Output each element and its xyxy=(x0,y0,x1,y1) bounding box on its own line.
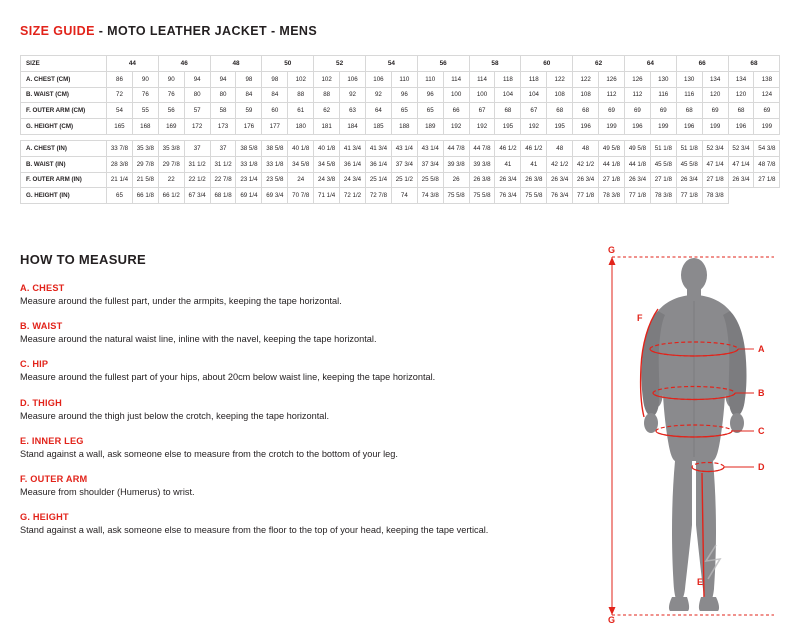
table-header-size-64: 64 xyxy=(624,56,676,72)
table-cell: 61 xyxy=(288,103,314,119)
table-cell: 68 xyxy=(728,103,754,119)
table-cell: 120 xyxy=(702,87,728,103)
table-cell: 55 xyxy=(132,103,158,119)
table-cell: 169 xyxy=(158,119,184,135)
table-cell: 106 xyxy=(365,71,391,87)
table-cell: 25 1/2 xyxy=(391,172,417,188)
table-cell: 54 3/8 xyxy=(754,140,780,156)
table-header-size-44: 44 xyxy=(107,56,159,72)
table-cell: 70 7/8 xyxy=(288,188,314,204)
table-cell: 39 3/8 xyxy=(443,156,469,172)
table-cell: 23 1/4 xyxy=(236,172,262,188)
table-cell: 122 xyxy=(547,71,573,87)
table-cell: 24 3/8 xyxy=(314,172,340,188)
table-cell: 69 3/4 xyxy=(262,188,288,204)
table-cell: 36 1/4 xyxy=(340,156,366,172)
howto-list xyxy=(20,283,585,551)
table-cell: 114 xyxy=(443,71,469,87)
measure-item xyxy=(20,436,585,460)
table-cell: 69 xyxy=(754,103,780,119)
table-cell: 102 xyxy=(288,71,314,87)
table-cell: 199 xyxy=(754,119,780,135)
table-header-row xyxy=(21,56,780,72)
table-cell: 195 xyxy=(547,119,573,135)
table-cell: 173 xyxy=(210,119,236,135)
table-row-label: F. OUTER ARM (CM) xyxy=(21,103,107,119)
table-cell: 176 xyxy=(236,119,262,135)
table-cell: 124 xyxy=(754,87,780,103)
table-cell: 66 1/8 xyxy=(132,188,158,204)
measure-item-key: A. CHEST xyxy=(20,283,65,293)
table-cell: 57 xyxy=(184,103,210,119)
table-cell: 130 xyxy=(676,71,702,87)
table-row-label: G. HEIGHT (IN) xyxy=(21,188,107,204)
table-cell: 67 3/4 xyxy=(184,188,210,204)
table-cell: 199 xyxy=(702,119,728,135)
table-cell: 45 5/8 xyxy=(676,156,702,172)
measure-item xyxy=(20,398,585,422)
page-title-product: MOTO LEATHER JACKET - MENS xyxy=(107,24,318,38)
table-cell: 44 1/8 xyxy=(599,156,625,172)
table-cell: 104 xyxy=(521,87,547,103)
table-cell: 78 3/8 xyxy=(650,188,676,204)
table-cell: 90 xyxy=(158,71,184,87)
table-cell: 43 1/4 xyxy=(417,140,443,156)
table-cell: 69 1/4 xyxy=(236,188,262,204)
page-title-separator: - xyxy=(94,24,108,38)
table-cell: 74 3/8 xyxy=(417,188,443,204)
table-cell: 67 xyxy=(469,103,495,119)
measure-item-key: D. THIGH xyxy=(20,397,62,408)
table-cell: 94 xyxy=(210,71,236,87)
table-cell: 112 xyxy=(624,87,650,103)
table-row xyxy=(21,103,780,119)
table-cell: 34 5/8 xyxy=(314,156,340,172)
table-cell: 26 3/4 xyxy=(573,172,599,188)
table-cell: 118 xyxy=(495,71,521,87)
table-cell: 199 xyxy=(599,119,625,135)
measurement-figure xyxy=(596,245,792,623)
size-table xyxy=(20,55,780,204)
table-cell: 96 xyxy=(417,87,443,103)
table-cell: 25 1/4 xyxy=(365,172,391,188)
table-cell: 172 xyxy=(184,119,210,135)
table-cell: 37 3/4 xyxy=(417,156,443,172)
table-cell: 78 3/8 xyxy=(702,188,728,204)
table-cell: 100 xyxy=(443,87,469,103)
table-cell: 181 xyxy=(314,119,340,135)
table-cell: 69 xyxy=(650,103,676,119)
table-row xyxy=(21,156,780,172)
table-header-size-50: 50 xyxy=(262,56,314,72)
table-cell: 35 3/8 xyxy=(158,140,184,156)
table-cell: 27 1/8 xyxy=(650,172,676,188)
table-cell: 68 1/8 xyxy=(210,188,236,204)
table-row xyxy=(21,119,780,135)
table-cell: 38 5/8 xyxy=(236,140,262,156)
table-cell: 78 3/8 xyxy=(599,188,625,204)
table-cell: 196 xyxy=(676,119,702,135)
table-cell: 168 xyxy=(132,119,158,135)
table-cell: 72 xyxy=(107,87,133,103)
table-cell: 52 3/4 xyxy=(728,140,754,156)
figure-label-b: B xyxy=(758,388,765,398)
table-cell: 56 xyxy=(158,103,184,119)
table-cell: 59 xyxy=(236,103,262,119)
table-cell: 69 xyxy=(624,103,650,119)
table-cell: 126 xyxy=(599,71,625,87)
table-cell: 106 xyxy=(340,71,366,87)
table-cell: 98 xyxy=(236,71,262,87)
table-cell: 192 xyxy=(443,119,469,135)
table-cell: 69 xyxy=(702,103,728,119)
table-cell: 31 1/2 xyxy=(210,156,236,172)
measure-item-key: E. INNER LEG xyxy=(20,435,84,446)
table-cell: 72 7/8 xyxy=(365,188,391,204)
figure-label-d: D xyxy=(758,462,765,472)
measure-item-text: Stand against a wall, ask someone else to measure from the crotch to the bottom of your leg. xyxy=(20,448,398,459)
table-header-size-60: 60 xyxy=(521,56,573,72)
table-cell: 46 1/2 xyxy=(521,140,547,156)
table-cell: 44 7/8 xyxy=(469,140,495,156)
table-cell: 130 xyxy=(650,71,676,87)
table-cell: 192 xyxy=(469,119,495,135)
table-cell: 25 5/8 xyxy=(417,172,443,188)
table-cell: 66 xyxy=(443,103,469,119)
table-cell: 27 1/8 xyxy=(702,172,728,188)
table-cell: 108 xyxy=(547,87,573,103)
table-cell: 77 1/8 xyxy=(573,188,599,204)
table-row xyxy=(21,188,780,204)
table-cell: 196 xyxy=(728,119,754,135)
table-cell: 26 3/4 xyxy=(624,172,650,188)
measure-item xyxy=(20,512,585,536)
measure-item-text: Measure around the fullest part of your hips, about 20cm below waist line, keeping the tape horizontal. xyxy=(20,372,436,383)
table-cell: 188 xyxy=(391,119,417,135)
table-cell: 37 3/4 xyxy=(391,156,417,172)
table-cell: 68 xyxy=(573,103,599,119)
table-cell: 84 xyxy=(236,87,262,103)
table-cell: 195 xyxy=(495,119,521,135)
table-cell: 118 xyxy=(521,71,547,87)
table-row xyxy=(21,140,780,156)
table-cell: 72 1/2 xyxy=(340,188,366,204)
figure-label-f: F xyxy=(637,313,643,323)
table-cell: 100 xyxy=(469,87,495,103)
table-cell: 37 xyxy=(210,140,236,156)
table-cell: 29 7/8 xyxy=(132,156,158,172)
table-cell: 66 1/2 xyxy=(158,188,184,204)
table-cell: 35 3/8 xyxy=(132,140,158,156)
table-cell: 196 xyxy=(573,119,599,135)
table-cell: 80 xyxy=(210,87,236,103)
table-cell: 76 xyxy=(158,87,184,103)
table-cell: 86 xyxy=(107,71,133,87)
table-cell: 110 xyxy=(391,71,417,87)
table-cell: 75 5/8 xyxy=(469,188,495,204)
table-cell: 26 3/4 xyxy=(676,172,702,188)
table-cell: 75 5/8 xyxy=(521,188,547,204)
table-cell: 46 1/2 xyxy=(495,140,521,156)
table-cell: 108 xyxy=(573,87,599,103)
table-header-size-46: 46 xyxy=(158,56,210,72)
table-cell: 68 xyxy=(547,103,573,119)
table-cell: 22 7/8 xyxy=(210,172,236,188)
table-cell: 116 xyxy=(676,87,702,103)
table-cell: 76 3/4 xyxy=(495,188,521,204)
table-cell: 196 xyxy=(624,119,650,135)
table-cell: 114 xyxy=(469,71,495,87)
figure-label-g-bottom: G xyxy=(608,615,616,623)
table-cell: 80 xyxy=(184,87,210,103)
howto-heading: HOW TO MEASURE xyxy=(20,252,147,267)
table-cell: 165 xyxy=(107,119,133,135)
table-cell: 126 xyxy=(624,71,650,87)
measure-item-key: F. OUTER ARM xyxy=(20,474,88,485)
table-cell: 54 xyxy=(107,103,133,119)
table-cell: 92 xyxy=(365,87,391,103)
table-cell: 112 xyxy=(599,87,625,103)
table-row xyxy=(21,71,780,87)
table-cell: 21 1/4 xyxy=(107,172,133,188)
table-header-size-62: 62 xyxy=(573,56,625,72)
table-cell: 48 xyxy=(547,140,573,156)
measure-item xyxy=(20,321,585,345)
table-cell: 24 3/4 xyxy=(340,172,366,188)
table-cell: 77 1/8 xyxy=(624,188,650,204)
measure-item-text: Measure from shoulder (Humerus) to wrist. xyxy=(20,487,195,498)
table-row xyxy=(21,87,780,103)
measure-item-text: Measure around the fullest part, under the armpits, keeping the tape horizontal. xyxy=(20,296,342,306)
table-cell: 76 xyxy=(132,87,158,103)
table-row-label: A. CHEST (IN) xyxy=(21,140,107,156)
table-cell: 43 1/4 xyxy=(391,140,417,156)
table-cell: 92 xyxy=(340,87,366,103)
table-cell: 184 xyxy=(340,119,366,135)
table-cell: 41 3/4 xyxy=(340,140,366,156)
table-cell: 26 xyxy=(443,172,469,188)
table-header-size-68: 68 xyxy=(728,56,780,72)
table-row-label: F. OUTER ARM (IN) xyxy=(21,172,107,188)
figure-label-e: E xyxy=(697,577,704,587)
table-cell: 26 3/4 xyxy=(495,172,521,188)
table-cell: 180 xyxy=(288,119,314,135)
table-cell: 36 1/4 xyxy=(365,156,391,172)
table-cell: 110 xyxy=(417,71,443,87)
table-cell: 51 1/8 xyxy=(676,140,702,156)
measure-item-text: Measure around the thigh just below the crotch, keeping the tape horizontal. xyxy=(20,410,329,421)
page-title xyxy=(20,24,317,38)
table-cell: 62 xyxy=(314,103,340,119)
table-cell: 68 xyxy=(495,103,521,119)
table-cell: 90 xyxy=(132,71,158,87)
table-cell: 37 xyxy=(184,140,210,156)
table-row-label: B. WAIST (CM) xyxy=(21,87,107,103)
table-cell: 192 xyxy=(521,119,547,135)
figure-label-c: C xyxy=(758,426,765,436)
figure-label-a: A xyxy=(758,344,765,354)
table-cell: 41 xyxy=(495,156,521,172)
table-cell: 49 5/8 xyxy=(624,140,650,156)
table-cell: 29 7/8 xyxy=(158,156,184,172)
table-header-size-66: 66 xyxy=(676,56,728,72)
table-cell: 27 1/8 xyxy=(599,172,625,188)
page-title-prefix: SIZE GUIDE xyxy=(20,24,95,38)
table-cell: 58 xyxy=(210,103,236,119)
table-cell: 71 1/4 xyxy=(314,188,340,204)
table-cell: 116 xyxy=(650,87,676,103)
table-cell: 65 xyxy=(107,188,133,204)
table-row-label: A. CHEST (CM) xyxy=(21,71,107,87)
table-cell: 65 xyxy=(391,103,417,119)
table-header-size-48: 48 xyxy=(210,56,262,72)
measure-item xyxy=(20,474,585,498)
table-cell: 65 xyxy=(417,103,443,119)
table-cell: 102 xyxy=(314,71,340,87)
table-cell: 23 5/8 xyxy=(262,172,288,188)
table-cell: 138 xyxy=(754,71,780,87)
table-cell: 42 1/2 xyxy=(573,156,599,172)
table-cell: 120 xyxy=(728,87,754,103)
table-cell: 60 xyxy=(262,103,288,119)
table-header-size-54: 54 xyxy=(365,56,417,72)
measure-item xyxy=(20,283,585,307)
table-cell: 189 xyxy=(417,119,443,135)
table-cell: 40 1/8 xyxy=(314,140,340,156)
table-cell: 88 xyxy=(288,87,314,103)
table-cell: 64 xyxy=(365,103,391,119)
table-header-size: SIZE xyxy=(21,56,107,72)
table-cell: 122 xyxy=(573,71,599,87)
table-cell: 68 xyxy=(676,103,702,119)
table-cell: 48 xyxy=(573,140,599,156)
measure-item-key: G. HEIGHT xyxy=(20,512,69,523)
table-cell: 177 xyxy=(262,119,288,135)
table-cell: 76 3/4 xyxy=(547,188,573,204)
table-cell: 77 1/8 xyxy=(676,188,702,204)
table-header-size-52: 52 xyxy=(314,56,366,72)
table-cell: 33 1/8 xyxy=(236,156,262,172)
table-cell: 44 1/8 xyxy=(624,156,650,172)
table-cell: 199 xyxy=(650,119,676,135)
table-cell: 47 1/4 xyxy=(728,156,754,172)
table-cell: 31 1/2 xyxy=(184,156,210,172)
table-row xyxy=(21,172,780,188)
measure-item-key: B. WAIST xyxy=(20,321,63,332)
measure-item xyxy=(20,359,585,383)
measure-item-text: Stand against a wall, ask someone else to measure from the floor to the top of your head, keeping the tape vertical. xyxy=(20,525,489,536)
table-cell: 94 xyxy=(184,71,210,87)
table-cell: 24 xyxy=(288,172,314,188)
table-cell: 185 xyxy=(365,119,391,135)
table-cell: 69 xyxy=(599,103,625,119)
table-row-label: B. WAIST (IN) xyxy=(21,156,107,172)
table-cell: 51 1/8 xyxy=(650,140,676,156)
table-cell: 84 xyxy=(262,87,288,103)
measure-item-text: Measure around the natural waist line, inline with the navel, keeping the tape horizontal. xyxy=(20,334,377,345)
table-cell: 26 3/8 xyxy=(521,172,547,188)
table-cell: 33 7/8 xyxy=(107,140,133,156)
table-cell: 75 5/8 xyxy=(443,188,469,204)
table-cell: 28 3/8 xyxy=(107,156,133,172)
table-cell: 45 5/8 xyxy=(650,156,676,172)
table-cell: 38 5/8 xyxy=(262,140,288,156)
table-cell: 88 xyxy=(314,87,340,103)
table-cell: 40 1/8 xyxy=(288,140,314,156)
table-cell: 39 3/8 xyxy=(469,156,495,172)
table-cell: 44 7/8 xyxy=(443,140,469,156)
table-cell: 52 3/4 xyxy=(702,140,728,156)
table-cell: 41 xyxy=(521,156,547,172)
table-cell: 33 1/8 xyxy=(262,156,288,172)
table-cell: 26 3/4 xyxy=(547,172,573,188)
table-cell: 42 1/2 xyxy=(547,156,573,172)
table-cell: 34 5/8 xyxy=(288,156,314,172)
table-header-size-56: 56 xyxy=(417,56,469,72)
table-cell: 26 3/4 xyxy=(728,172,754,188)
table-cell: 48 7/8 xyxy=(754,156,780,172)
table-cell: 47 1/4 xyxy=(702,156,728,172)
table-header-size-58: 58 xyxy=(469,56,521,72)
table-cell: 22 1/2 xyxy=(184,172,210,188)
table-cell: 134 xyxy=(728,71,754,87)
table-cell: 134 xyxy=(702,71,728,87)
table-cell: 49 5/8 xyxy=(599,140,625,156)
table-cell: 21 5/8 xyxy=(132,172,158,188)
table-cell: 96 xyxy=(391,87,417,103)
table-cell: 22 xyxy=(158,172,184,188)
table-cell: 41 3/4 xyxy=(365,140,391,156)
figure-label-g-top: G xyxy=(608,245,616,255)
table-cell: 74 xyxy=(391,188,417,204)
table-cell: 67 xyxy=(521,103,547,119)
table-cell: 27 1/8 xyxy=(754,172,780,188)
table-cell: 26 3/8 xyxy=(469,172,495,188)
measure-item-key: C. HIP xyxy=(20,359,49,370)
table-row-label: G. HEIGHT (CM) xyxy=(21,119,107,135)
table-cell: 63 xyxy=(340,103,366,119)
table-cell: 104 xyxy=(495,87,521,103)
table-cell: 98 xyxy=(262,71,288,87)
